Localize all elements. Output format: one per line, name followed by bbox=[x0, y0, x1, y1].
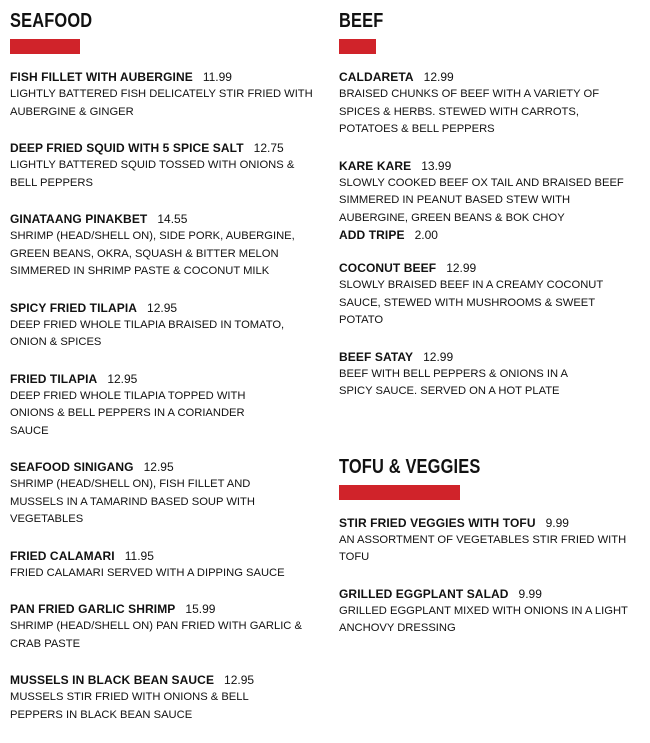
item-name: SPICY FRIED TILAPIA bbox=[10, 300, 138, 315]
item-name: COCONUT BEEF bbox=[339, 261, 437, 275]
add-on-price: 2.00 bbox=[414, 228, 438, 242]
item-price: 12.75 bbox=[253, 141, 284, 155]
item-description: LIGHTLY BATTERED FISH DELICATELY STIR FRIED WITH AUBERGINE & GINGER bbox=[10, 88, 313, 118]
tofu-veggies-title: TOFU & VEGGIES bbox=[339, 455, 481, 478]
beef-tofu-column bbox=[339, 8, 641, 657]
item-description: SHRIMP (HEAD/SHELL ON), FISH FILLET AND MUSSELS IN A TAMARIND BASED SOUP WITH VEGETABLES bbox=[10, 478, 255, 525]
item-description: SHRIMP (HEAD/SHELL ON), SIDE PORK, AUBERGINE, GREEN BEANS, OKRA, SQUASH & BITTER MELON SIMMERED IN SHRIMP PASTE & COCONUT MILK bbox=[10, 230, 295, 277]
item-name: GRILLED EGGPLANT SALAD bbox=[339, 586, 509, 601]
item-price: 12.95 bbox=[143, 460, 174, 474]
seafood-column bbox=[10, 8, 320, 743]
menu-item bbox=[10, 672, 320, 724]
item-price: 9.99 bbox=[518, 586, 542, 601]
item-description: SLOWLY BRAISED BEEF IN A CREAMY COCONUT SAUCE, STEWED WITH MUSHROOMS & SWEET POTATO bbox=[339, 279, 604, 326]
menu-item bbox=[10, 211, 320, 281]
item-price: 12.99 bbox=[446, 261, 477, 275]
item-price: 11.95 bbox=[124, 548, 154, 563]
menu-item bbox=[10, 601, 320, 653]
menu-item bbox=[10, 300, 320, 352]
item-name: BEEF SATAY bbox=[339, 349, 414, 364]
item-price: 12.95 bbox=[147, 300, 178, 315]
item-name: FRIED TILAPIA bbox=[10, 371, 98, 386]
menu-item bbox=[339, 260, 641, 330]
item-description: DEEP FRIED WHOLE TILAPIA TOPPED WITH ONIONS & BELL PEPPERS IN A CORIANDER SAUCE bbox=[10, 389, 246, 437]
seafood-title: SEAFOOD bbox=[10, 10, 93, 32]
item-description: SHRIMP (HEAD/SHELL ON) PAN FRIED WITH GARLIC & CRAB PASTE bbox=[10, 620, 302, 650]
menu-item bbox=[339, 515, 641, 567]
menu-item bbox=[339, 158, 641, 245]
menu-item bbox=[10, 69, 320, 121]
item-price: 15.99 bbox=[185, 602, 216, 616]
item-name: GINATAANG PINAKBET bbox=[10, 212, 148, 226]
item-name: SEAFOOD SINIGANG bbox=[10, 460, 134, 474]
item-name: CALDARETA bbox=[339, 70, 414, 84]
item-name: KARE KARE bbox=[339, 158, 412, 173]
item-price: 12.95 bbox=[107, 371, 138, 386]
item-name: FISH FILLET WITH AUBERGINE bbox=[10, 70, 193, 84]
menu-item bbox=[10, 140, 320, 192]
menu-item bbox=[10, 548, 320, 583]
item-name: STIR FRIED VEGGIES WITH TOFU bbox=[339, 515, 536, 530]
menu-item bbox=[10, 459, 320, 529]
item-price: 14.55 bbox=[157, 212, 188, 226]
item-name: FRIED CALAMARI bbox=[10, 548, 115, 563]
menu-item bbox=[339, 69, 641, 139]
beef-accent-bar bbox=[339, 39, 376, 54]
item-price: 9.99 bbox=[545, 515, 569, 530]
item-name: MUSSELS IN BLACK BEAN SAUCE bbox=[10, 673, 215, 687]
item-description: BRAISED CHUNKS OF BEEF WITH A VARIETY OF SPICES & HERBS. STEWED WITH CARROTS, POTATOES & BELL PEPPERS bbox=[339, 88, 600, 135]
item-description: AN ASSORTMENT OF VEGETABLES STIR FRIED WITH TOFU bbox=[339, 533, 627, 563]
menu-item bbox=[10, 371, 320, 441]
tofu-accent-bar bbox=[339, 485, 460, 500]
item-price: 12.95 bbox=[224, 673, 255, 687]
add-on-name: ADD TRIPE bbox=[339, 228, 405, 242]
item-description: LIGHTLY BATTERED SQUID TOSSED WITH ONIONS & BELL PEPPERS bbox=[10, 159, 295, 189]
item-description: DEEP FRIED WHOLE TILAPIA BRAISED IN TOMATO, ONION & SPICES bbox=[10, 318, 285, 348]
seafood-accent-bar bbox=[10, 39, 80, 54]
item-description: GRILLED EGGPLANT MIXED WITH ONIONS IN A LIGHT ANCHOVY DRESSING bbox=[339, 604, 628, 634]
menu-item bbox=[339, 349, 641, 401]
item-description: BEEF WITH BELL PEPPERS & ONIONS IN A SPICY SAUCE. SERVED ON A HOT PLATE bbox=[339, 367, 568, 397]
item-price: 12.99 bbox=[423, 70, 454, 84]
beef-title: BEEF bbox=[339, 10, 384, 32]
item-description: SLOWLY COOKED BEEF OX TAIL AND BRAISED BEEF SIMMERED IN PEANUT BASED STEW WITH AUBERGINE, GREEN BEANS & BOK CHOY bbox=[339, 176, 624, 224]
item-price: 12.99 bbox=[423, 349, 454, 364]
item-price: 11.99 bbox=[202, 70, 232, 84]
item-name: DEEP FRIED SQUID WITH 5 SPICE SALT bbox=[10, 141, 244, 155]
item-price: 13.99 bbox=[421, 158, 452, 173]
menu-item bbox=[339, 586, 641, 638]
item-description: FRIED CALAMARI SERVED WITH A DIPPING SAUCE bbox=[10, 566, 285, 579]
item-name: PAN FRIED GARLIC SHRIMP bbox=[10, 602, 176, 616]
item-description: MUSSELS STIR FRIED WITH ONIONS & BELL PEPPERS IN BLACK BEAN SAUCE bbox=[10, 691, 249, 721]
